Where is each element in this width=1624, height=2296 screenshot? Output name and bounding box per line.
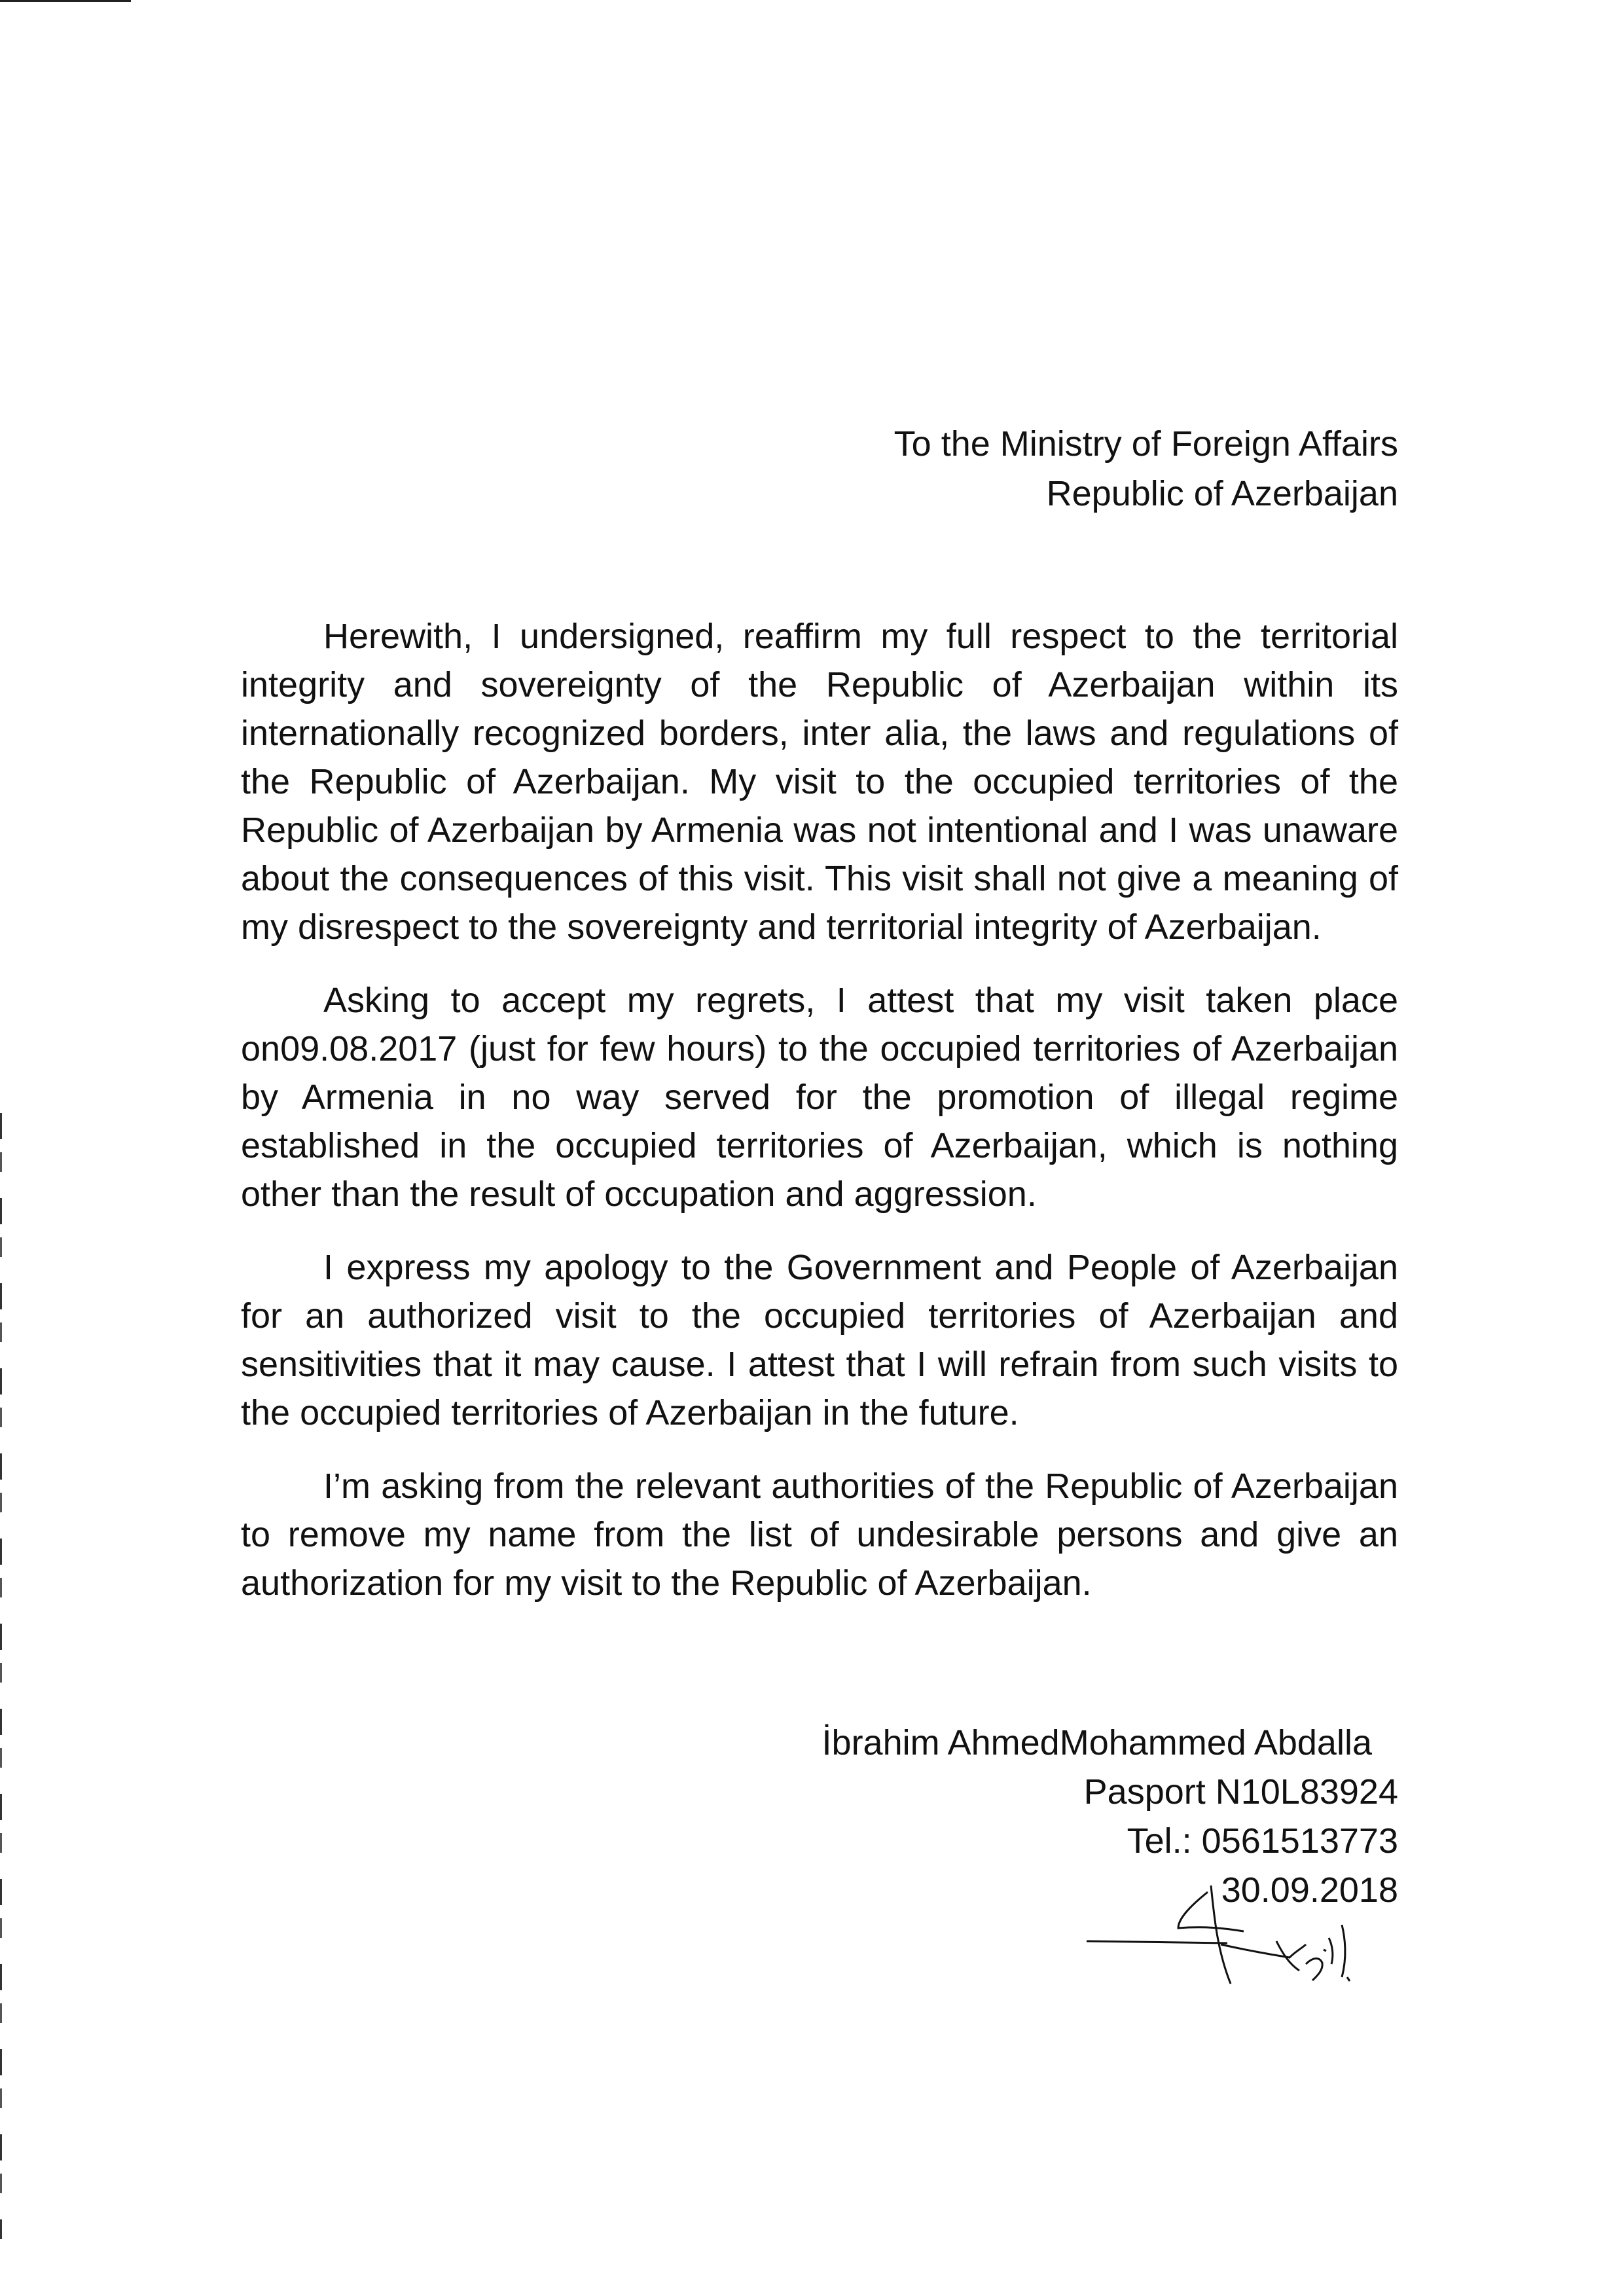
sender-phone: Tel.: 0561513773 bbox=[1127, 1821, 1398, 1861]
paragraph-4: I’m asking from the relevant authorities of the Republic of Azerbaijan to remove my name from the list of undesirable persons and give an authorization for my visit to the Republic of Azerbaijan. bbox=[241, 1467, 1398, 1603]
paragraph-1: Herewith, I undersigned, reaffirm my full respect to the territorial integrity and sovereignty of the Republic of Azerbaijan within its internationally recognized borders, inter alia, the laws and regulations of the Republic of Azerbaijan. My visit to the occupied territories of the Republic of Azerbaijan by Armenia was not intentional and I was unaware about the consequences of this visit. This visit shall not give a meaning of my disrespect to the sovereignty and territorial integrity of Azerbaijan. bbox=[241, 617, 1398, 947]
sender-passport: Pasport N10L83924 bbox=[1083, 1772, 1398, 1812]
recipient-line-1: To the Ministry of Foreign Affairs bbox=[893, 424, 1398, 464]
letter-body bbox=[241, 612, 1398, 1632]
handwritten-signature bbox=[1080, 1866, 1434, 2023]
scan-artifact-top bbox=[0, 0, 131, 2]
paragraph-3: I express my apology to the Government and People of Azerbaijan for an authorized visit to the occupied territories of Azerbaijan and sensitivities that it may cause. I attest that I will refrain from such visits to the occupied territories of Azerbaijan in the future. bbox=[241, 1248, 1398, 1432]
sender-date: 30.09.2018 bbox=[1221, 1870, 1398, 1910]
scan-artifact-left bbox=[0, 1113, 2, 2239]
sender-name: İbrahim AhmedMohammed Abdalla bbox=[821, 1723, 1372, 1762]
recipient-address bbox=[894, 419, 1398, 519]
recipient-line-2: Republic of Azerbaijan bbox=[1046, 474, 1398, 513]
paragraph-2: Asking to accept my regrets, I attest that my visit taken place on09.08.2017 (just for few hours) to the occupied territories of Azerbaijan by Armenia in no way served for the promotion of illegal regime established in the occupied territories of Azerbaijan, which is nothing other than the result of occupation and aggression. bbox=[241, 981, 1398, 1214]
